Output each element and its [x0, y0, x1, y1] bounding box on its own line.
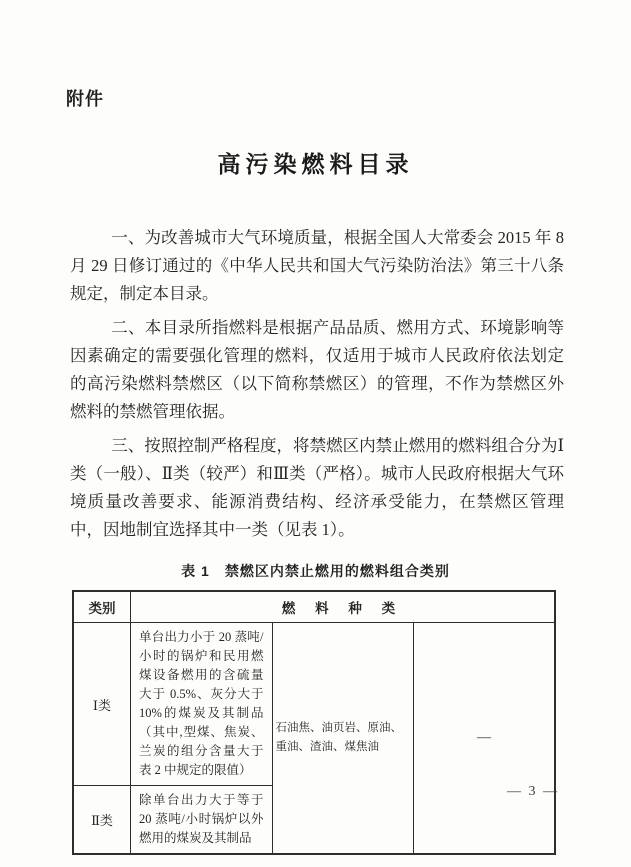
attachment-label: 附件 [66, 89, 104, 109]
table-caption: 表 1 禁燃区内禁止燃用的燃料组合类别 [181, 563, 450, 579]
document-title: 高污染燃料目录 [217, 152, 414, 177]
body-text-block [70, 224, 564, 550]
cell-category-1: Ⅰ类 [73, 623, 131, 786]
paragraph-1: 一、为改善城市大气环境质量，根据全国人大常委会 2015 年 8 月 29 日修订通过的《中华人民共和国大气污染防治法》第三十八条规定，制定本目录。 [70, 228, 565, 303]
cell-description-2: 除单台出力大于等于 20 蒸吨/小时锅炉以外燃用的煤炭及其制品 [131, 786, 273, 855]
fuel-category-table [72, 590, 556, 855]
table-header-row [73, 591, 555, 623]
header-cell-fuel-types: 燃 料 种 类 [131, 591, 556, 623]
page-number: — 3 — [507, 784, 559, 799]
paragraph-2: 二、本目录所指燃料是根据产品品质、燃用方式、环境影响等因素确定的需要强化管理的燃料，仅适用于城市人民政府依法划定的高污染燃料禁燃区（以下简称禁燃区）的管理，不作为禁燃区外燃料的禁燃管理依据。 [70, 318, 564, 421]
cell-shared-dash: — [414, 623, 556, 855]
cell-shared-fuel-list: 石油焦、油页岩、原油、重油、渣油、煤焦油 [272, 623, 414, 855]
cell-category-2: Ⅱ类 [73, 786, 131, 855]
cell-description-1: 单台出力小于 20 蒸吨/小时的锅炉和民用燃煤设备燃用的含硫量大于 0.5%、灰分大于 10%的煤炭及其制品（其中,型煤、焦炭、兰炭的组分含量大于表 2 中规定的限值） [131, 623, 273, 786]
header-cell-category: 类别 [73, 591, 131, 623]
paragraph-3: 三、按照控制严格程度，将禁燃区内禁止燃用的燃料组合分为Ⅰ类（一般）、Ⅱ类（较严）和Ⅲ类（严格）。城市人民政府根据大气环境质量改善要求、能源消费结构、经济承受能力，在禁燃区管理中，因地制宜选择其中一类（见表 1）。 [70, 436, 564, 539]
table-row-class1 [73, 623, 555, 786]
